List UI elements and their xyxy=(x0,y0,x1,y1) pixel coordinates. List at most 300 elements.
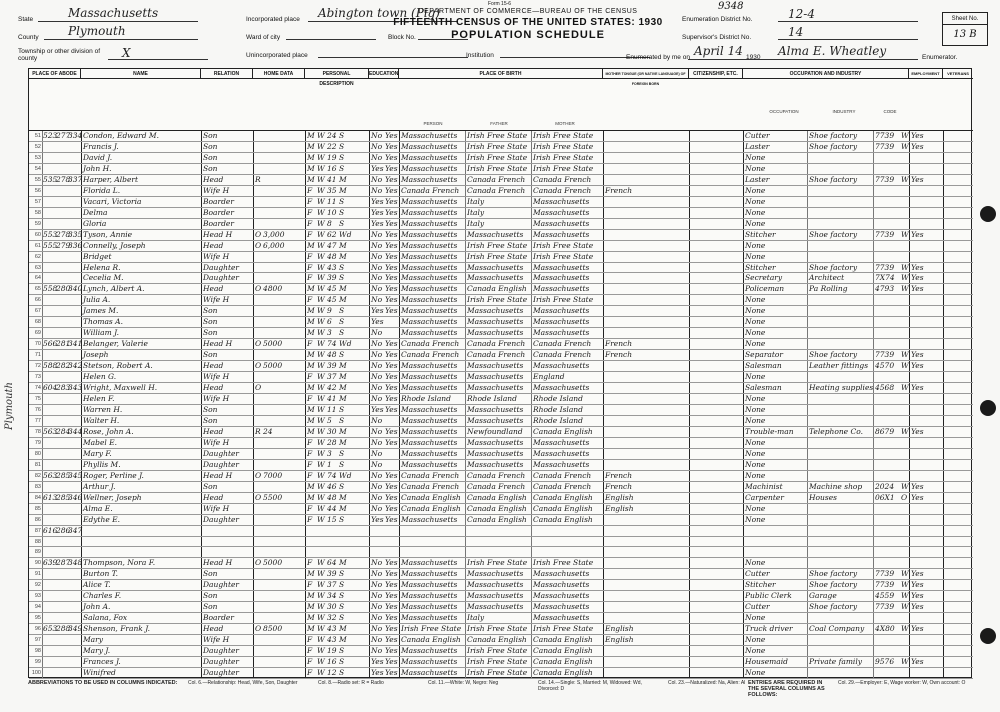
cell-lang: French xyxy=(605,481,633,491)
cell-race: W xyxy=(317,657,325,667)
cell-ln: 85 xyxy=(34,505,41,512)
group-employment: EMPLOYMENT xyxy=(909,69,943,79)
cell-rd: Yes xyxy=(385,492,398,502)
table-row xyxy=(29,164,973,175)
cell-age: 15 xyxy=(327,514,337,524)
cell-code: 7X74 xyxy=(875,273,895,283)
cell-rel: Daughter xyxy=(203,273,239,283)
cell-age: 22 xyxy=(327,141,337,151)
cell-bp: Massachusetts xyxy=(401,448,458,458)
cell-sch: No xyxy=(371,569,383,579)
cell-emp: Yes xyxy=(911,229,924,239)
table-row xyxy=(29,219,973,230)
cell-ms: M xyxy=(339,240,347,250)
cell-bm: Massachusetts xyxy=(533,459,590,469)
cell-bp: Massachusetts xyxy=(401,131,458,140)
ward-label: Ward of city xyxy=(246,34,281,41)
cell-rd: Yes xyxy=(385,361,398,371)
cell-sch: No xyxy=(371,437,383,447)
table-row xyxy=(29,526,973,537)
cell-ms: S xyxy=(339,569,345,579)
cell-cls: W xyxy=(901,602,909,612)
cell-vis: 341 xyxy=(68,339,83,349)
cell-bp: Massachusetts xyxy=(401,613,458,623)
cell-bf: Canada English xyxy=(467,635,527,645)
cell-sex: M xyxy=(307,481,315,491)
cell-rd: Yes xyxy=(385,613,398,623)
cell-race: W xyxy=(317,394,325,404)
cell-ms: M xyxy=(339,503,347,513)
cell-dw: 523 xyxy=(43,131,58,140)
group-place-of-abode: PLACE OF ABODE xyxy=(29,69,81,79)
cell-ms: S xyxy=(339,131,345,140)
group-home-data: HOME DATA xyxy=(253,69,305,79)
cell-race: W xyxy=(317,514,325,524)
cell-ln: 55 xyxy=(34,176,41,183)
cell-bp: Canada French xyxy=(401,339,460,349)
cell-bm: Massachusetts xyxy=(533,591,590,601)
cell-age: 9 xyxy=(327,306,332,316)
table-row xyxy=(29,635,973,646)
cell-age: 39 xyxy=(327,361,337,371)
cell-cls: W xyxy=(901,426,909,436)
cell-sex: F xyxy=(307,372,313,382)
cell-rel: Son xyxy=(203,141,218,151)
cell-bf: Irish Free State xyxy=(467,251,528,261)
col-note: Col. 23.—Naturalized: Na, Alien: Al xyxy=(668,680,746,686)
cell-bm: Irish Free State xyxy=(533,131,594,140)
cell-sch: Yes xyxy=(371,163,384,173)
cell-ln: 73 xyxy=(34,374,41,381)
cell-sch: No xyxy=(371,624,383,634)
group-place-of-birth: PLACE OF BIRTH xyxy=(399,69,603,79)
cell-occ: None xyxy=(745,394,766,404)
cell-race: W xyxy=(317,295,325,305)
cell-name: Arthur J. xyxy=(83,481,116,491)
cell-emp: Yes xyxy=(911,131,924,140)
table-row xyxy=(29,197,973,208)
subhead-father: FATHER xyxy=(490,121,508,126)
cell-name: Thompson, Nora F. xyxy=(83,558,156,568)
cell-age: 6 xyxy=(327,317,332,327)
cell-rel: Son xyxy=(203,415,218,425)
cell-ms: S xyxy=(339,514,345,524)
cell-rd: Yes xyxy=(385,229,398,239)
cell-rd: Yes xyxy=(385,405,398,414)
institution-label: Institution xyxy=(466,52,494,59)
subhead-occupation: OCCUPATION xyxy=(769,109,799,114)
cell-bp: Massachusetts xyxy=(401,262,458,272)
cell-name: Francis J. xyxy=(83,141,119,151)
cell-own: R xyxy=(255,426,261,436)
cell-race: W xyxy=(317,251,325,261)
cell-sex: F xyxy=(307,185,313,195)
cell-occ: Secretary xyxy=(745,273,783,283)
cell-ln: 88 xyxy=(34,538,41,545)
cell-sch: Yes xyxy=(371,306,384,316)
enumerator-label: Enumerator. xyxy=(922,54,958,61)
cell-fam: 285 xyxy=(56,492,71,502)
cell-age: 12 xyxy=(327,668,337,678)
cell-emp: Yes xyxy=(911,383,924,393)
cell-ln: 79 xyxy=(34,439,41,446)
cell-ind: Shoe factory xyxy=(809,229,858,239)
cell-ms: S xyxy=(339,218,345,228)
cell-race: W xyxy=(317,152,325,162)
cell-rel: Wife H xyxy=(203,372,230,382)
cell-bm: Massachusetts xyxy=(533,580,590,590)
cell-name: Helen G. xyxy=(83,372,117,382)
cell-bm: Canada French xyxy=(533,481,592,491)
cell-bm: Canada French xyxy=(533,185,592,195)
cell-rd: Yes xyxy=(385,668,398,678)
table-row xyxy=(29,416,973,427)
state-value: Massachusetts xyxy=(68,6,159,20)
subhead-person: PERSON xyxy=(423,121,443,126)
table-row xyxy=(29,504,973,515)
cell-rel: Daughter xyxy=(203,657,239,667)
cell-own: O xyxy=(255,229,262,239)
cell-rd: Yes xyxy=(385,196,398,206)
cell-code: 4559 xyxy=(875,591,895,601)
cell-occ: None xyxy=(745,503,766,513)
cell-sex: F xyxy=(307,262,313,272)
subhead-code: CODE xyxy=(883,109,897,114)
cell-code: 7739 xyxy=(875,174,895,184)
table-body xyxy=(29,131,973,679)
cell-race: W xyxy=(317,405,325,414)
cell-name: Tyson, Annie xyxy=(83,229,133,239)
cell-age: 37 xyxy=(327,372,337,382)
table-row xyxy=(29,580,973,591)
cell-bf: Massachusetts xyxy=(467,591,524,601)
cell-rel: Wife H xyxy=(203,503,230,513)
cell-name: Mary F. xyxy=(83,448,112,458)
cell-sch: No xyxy=(371,131,383,140)
cell-rd: Yes xyxy=(385,339,398,349)
cell-ln: 89 xyxy=(34,549,41,556)
enumerator-name: Alma E. Wheatley xyxy=(778,44,887,58)
cell-ms: S xyxy=(339,657,345,667)
table-row xyxy=(29,646,973,657)
cell-bm: Irish Free State xyxy=(533,141,594,151)
cell-code: 4570 xyxy=(875,361,895,371)
cell-ln: 66 xyxy=(34,297,41,304)
cell-val: 8500 xyxy=(263,624,283,634)
cell-rel: Head H xyxy=(203,558,233,568)
table-row xyxy=(29,657,973,668)
cell-bp: Massachusetts xyxy=(401,317,458,327)
cell-fam: 288 xyxy=(56,624,71,634)
cell-sch: No xyxy=(371,240,383,250)
cell-occ: Carpenter xyxy=(745,492,784,502)
cell-ms: Wd xyxy=(339,229,352,239)
cell-sch: No xyxy=(371,284,383,294)
cell-bp: Massachusetts xyxy=(401,514,458,524)
cell-own: O xyxy=(255,339,262,349)
cell-name: Rose, John A. xyxy=(83,426,134,436)
cell-vis: 345 xyxy=(68,470,83,480)
cell-rd: Yes xyxy=(385,426,398,436)
cell-bp: Massachusetts xyxy=(401,284,458,294)
abbreviations-footer xyxy=(28,680,972,710)
cell-rd: Yes xyxy=(385,558,398,568)
cell-sex: M xyxy=(307,591,315,601)
cell-own: O xyxy=(255,558,262,568)
cell-rel: Boarder xyxy=(203,196,234,206)
cell-occ: Truck driver xyxy=(745,624,793,634)
cell-rd: Yes xyxy=(385,437,398,447)
cell-dw: 553 xyxy=(43,229,58,239)
cell-rd: Yes xyxy=(385,131,398,140)
group-veterans: VETERANS xyxy=(943,69,973,79)
cell-race: W xyxy=(317,580,325,590)
cell-bp: Massachusetts xyxy=(401,295,458,305)
cell-lang: French xyxy=(605,470,633,480)
cell-val: 4800 xyxy=(263,284,283,294)
table-row xyxy=(29,295,973,306)
cell-ln: 95 xyxy=(34,615,41,622)
cell-own: O xyxy=(255,492,262,502)
cell-cls: W xyxy=(901,580,909,590)
cell-dw: 613 xyxy=(43,492,58,502)
cell-bm: Canada English xyxy=(533,646,593,656)
cell-bm: Irish Free State xyxy=(533,558,594,568)
cell-sex: F xyxy=(307,218,313,228)
cell-age: 43 xyxy=(327,262,337,272)
cell-name: Burton T. xyxy=(83,569,118,579)
cell-bp: Massachusetts xyxy=(401,426,458,436)
table-row xyxy=(29,273,973,284)
cell-vis: 343 xyxy=(68,383,83,393)
cell-name: Helen F. xyxy=(83,394,115,404)
cell-ms: S xyxy=(339,668,345,678)
table-row xyxy=(29,471,973,482)
cell-bp: Canada French xyxy=(401,350,460,360)
cell-occ: None xyxy=(745,635,766,645)
cell-rel: Son xyxy=(203,350,218,360)
cell-dw: 566 xyxy=(43,339,58,349)
cell-occ: Housemaid xyxy=(745,657,788,667)
cell-cls: W xyxy=(901,174,909,184)
cell-val: 7000 xyxy=(263,470,283,480)
cell-race: W xyxy=(317,229,325,239)
cell-race: W xyxy=(317,569,325,579)
cell-val: 5000 xyxy=(263,361,283,371)
cell-sch: No xyxy=(371,492,383,502)
cell-sch: Yes xyxy=(371,218,384,228)
cell-sex: F xyxy=(307,459,313,469)
cell-ln: 78 xyxy=(34,428,41,435)
cell-bm: Irish Free State xyxy=(533,295,594,305)
cell-sch: No xyxy=(371,558,383,568)
cell-age: 8 xyxy=(327,218,332,228)
cell-sex: M xyxy=(307,152,315,162)
cell-occ: Laster xyxy=(745,174,770,184)
table-row xyxy=(29,383,973,394)
cell-bf: Irish Free State xyxy=(467,152,528,162)
cell-own: O xyxy=(255,470,262,480)
cell-ln: 97 xyxy=(34,637,41,644)
cell-occ: None xyxy=(745,459,766,469)
cell-name: Warren H. xyxy=(83,405,123,414)
table-row xyxy=(29,284,973,295)
cell-age: 42 xyxy=(327,383,337,393)
cell-rel: Head xyxy=(203,624,224,634)
cell-cls: W xyxy=(901,131,909,140)
cell-ms: M xyxy=(339,383,347,393)
cell-bm: Canada English xyxy=(533,503,593,513)
cell-age: 46 xyxy=(327,481,337,491)
cell-rel: Wife H xyxy=(203,251,230,261)
cell-ind: Leather fittings xyxy=(809,361,869,371)
cell-emp: Yes xyxy=(911,426,924,436)
cell-bf: Massachusetts xyxy=(467,602,524,612)
cell-race: W xyxy=(317,646,325,656)
cell-code: 9576 xyxy=(875,657,895,667)
cell-age: 62 xyxy=(327,229,337,239)
cell-emp: Yes xyxy=(911,591,924,601)
cell-rel: Daughter xyxy=(203,668,239,678)
abbrev-title: ABBREVIATIONS TO BE USED IN COLUMNS INDICATED: xyxy=(28,680,178,686)
table-row xyxy=(29,602,973,613)
cell-bp: Massachusetts xyxy=(401,251,458,261)
cell-rd: Yes xyxy=(385,580,398,590)
cell-bf: Canada French xyxy=(467,339,526,349)
table-row xyxy=(29,328,973,339)
col-note: Col. 8.—Radio set: R = Radio xyxy=(318,680,384,686)
punch-hole-icon xyxy=(980,206,996,222)
cell-bm: England xyxy=(533,372,565,382)
cell-ind: Houses xyxy=(809,492,838,502)
col-note: Col. 11.—White: W, Negro: Neg xyxy=(428,680,499,686)
cell-bp: Rhode Island xyxy=(401,394,451,404)
cell-ln: 94 xyxy=(34,604,41,611)
cell-bf: Massachusetts xyxy=(467,361,524,371)
unincorporated-label: Unincorporated place xyxy=(246,52,308,59)
table-row xyxy=(29,372,973,383)
cell-rd: Yes xyxy=(385,141,398,151)
cell-bm: Irish Free State xyxy=(533,240,594,250)
schedule-title: POPULATION SCHEDULE xyxy=(451,29,605,41)
cell-ms: S xyxy=(339,350,345,360)
cell-bf: Irish Free State xyxy=(467,558,528,568)
cell-ms: S xyxy=(339,459,345,469)
cell-rd: Yes xyxy=(385,218,398,228)
cell-bp: Massachusetts xyxy=(401,591,458,601)
cell-name: Salana, Fox xyxy=(83,613,128,623)
supervisor-label: Supervisor's District No. xyxy=(682,34,752,41)
cell-ms: M xyxy=(339,635,347,645)
cell-bf: Massachusetts xyxy=(467,405,524,414)
cell-bf: Canada French xyxy=(467,174,526,184)
cell-age: 10 xyxy=(327,207,337,217)
cell-sch: No xyxy=(371,415,383,425)
cell-bf: Irish Free State xyxy=(467,668,528,678)
cell-name: Shenson, Frank J. xyxy=(83,624,151,634)
cell-sch: No xyxy=(371,339,383,349)
table-row xyxy=(29,493,973,504)
cell-sex: M xyxy=(307,141,315,151)
cell-fam: 280 xyxy=(56,284,71,294)
cell-sex: M xyxy=(307,350,315,360)
cell-bf: Massachusetts xyxy=(467,459,524,469)
cell-val: 24 xyxy=(263,426,273,436)
cell-race: W xyxy=(317,207,325,217)
cell-ln: 84 xyxy=(34,494,41,501)
cell-bf: Italy xyxy=(467,613,485,623)
cell-val: 5500 xyxy=(263,492,283,502)
cell-ms: M xyxy=(339,295,347,305)
cell-bm: Massachusetts xyxy=(533,207,590,217)
cell-sex: M xyxy=(307,624,315,634)
cell-ms: S xyxy=(339,306,345,316)
cell-age: 44 xyxy=(327,503,337,513)
cell-bf: Irish Free State xyxy=(467,240,528,250)
cell-bp: Canada French xyxy=(401,470,460,480)
cell-lang: French xyxy=(605,350,633,360)
cell-vis: 348 xyxy=(68,558,83,568)
cell-bf: Massachusetts xyxy=(467,317,524,327)
cell-sch: No xyxy=(371,152,383,162)
cell-ind: Machine shop xyxy=(809,481,863,491)
cell-rd: Yes xyxy=(385,262,398,272)
cell-bf: Massachusetts xyxy=(467,372,524,382)
cell-ln: 80 xyxy=(34,450,41,457)
cell-occ: None xyxy=(745,514,766,524)
table-row xyxy=(29,482,973,493)
cell-bf: Irish Free State xyxy=(467,657,528,667)
cell-name: Gloria xyxy=(83,218,107,228)
cell-ms: S xyxy=(339,262,345,272)
cell-sex: M xyxy=(307,131,315,140)
cell-sex: M xyxy=(307,426,315,436)
cell-bm: Rhode Island xyxy=(533,405,583,414)
cell-age: 45 xyxy=(327,284,337,294)
cell-occ: None xyxy=(745,668,766,678)
cell-age: 28 xyxy=(327,437,337,447)
cell-ind: Shoe factory xyxy=(809,580,858,590)
cell-ln: 70 xyxy=(34,341,41,348)
cell-name: Vacari, Victoria xyxy=(83,196,142,206)
cell-sex: M xyxy=(307,284,315,294)
cell-ms: M xyxy=(339,437,347,447)
cell-race: W xyxy=(317,459,325,469)
cell-ind: Shoe factory xyxy=(809,602,858,612)
cell-age: 3 xyxy=(327,448,332,458)
cell-bp: Massachusetts xyxy=(401,218,458,228)
cell-bm: Rhode Island xyxy=(533,394,583,404)
cell-sex: M xyxy=(307,328,315,338)
cell-name: Frances J. xyxy=(83,657,121,667)
group-relation: RELATION xyxy=(201,69,253,79)
cell-race: W xyxy=(317,262,325,272)
cell-race: W xyxy=(317,602,325,612)
cell-age: 48 xyxy=(327,492,337,502)
cell-name: William J. xyxy=(83,328,119,338)
cell-code: 7739 xyxy=(875,262,895,272)
cell-sex: M xyxy=(307,240,315,250)
cell-sch: Yes xyxy=(371,514,384,524)
table-row xyxy=(29,537,973,548)
punch-hole-icon xyxy=(980,628,996,644)
cell-vis: 346 xyxy=(68,492,83,502)
cell-rd: Yes xyxy=(385,284,398,294)
cell-sex: F xyxy=(307,558,313,568)
state-label: State xyxy=(18,16,34,23)
cell-sex: M xyxy=(307,405,315,414)
cell-code: 4793 xyxy=(875,284,895,294)
